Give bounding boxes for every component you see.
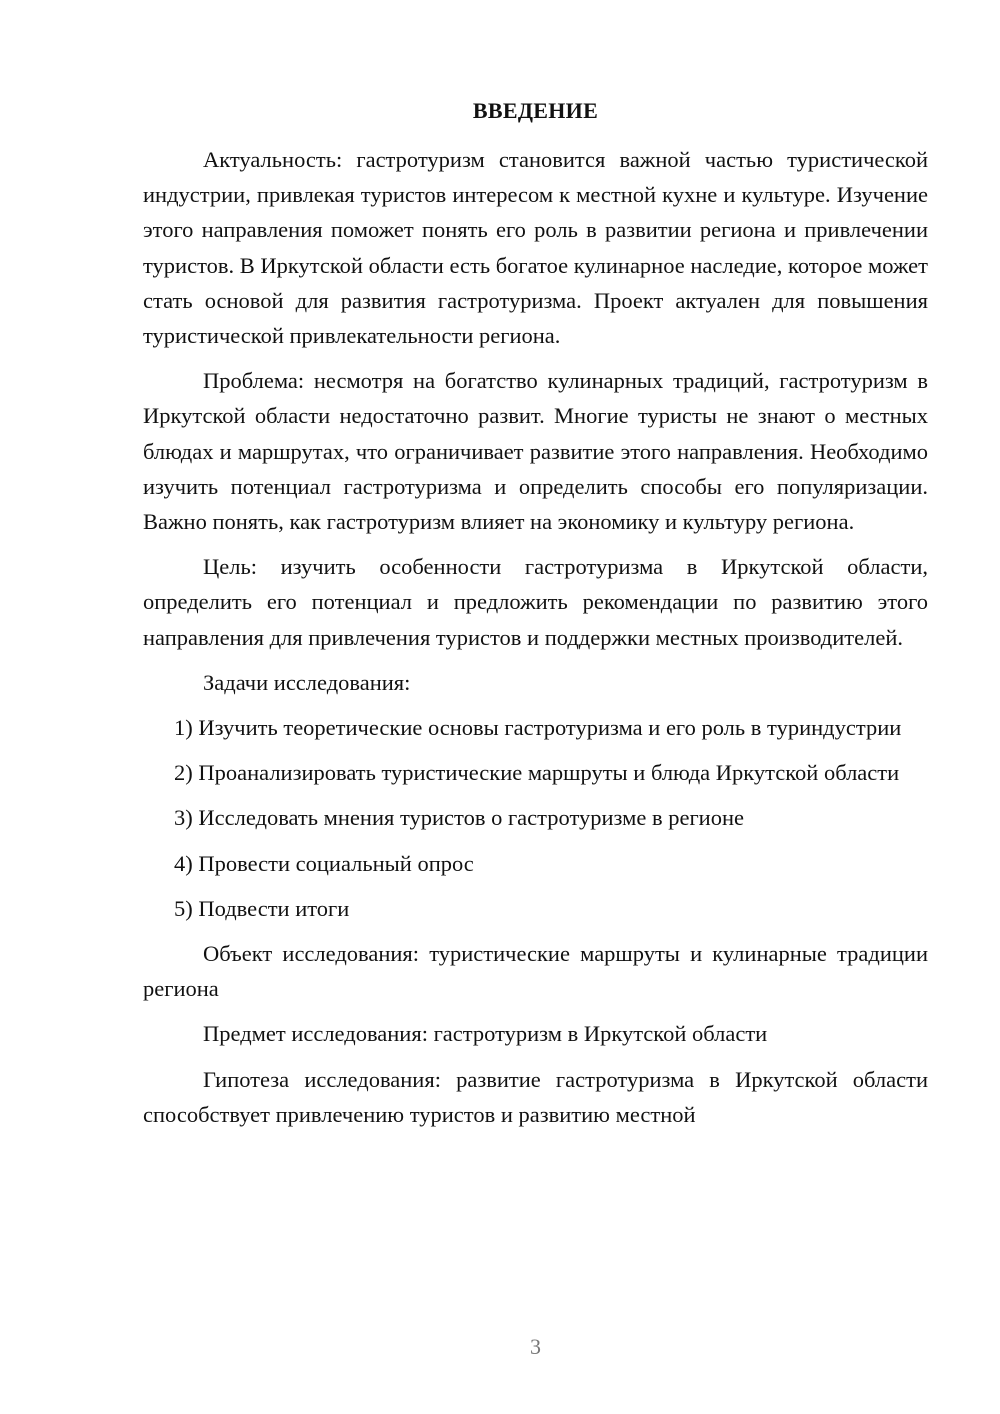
page-title: ВВЕДЕНИЕ	[472, 98, 599, 123]
paragraph-problem: Проблема: несмотря на богатство кулинарных традиций, гастротуризм в Иркутской области недостаточно развит. Многие туристы не знают о местных блюдах и маршрутах, что ограничивает развитие этого направления. Необходимо изучить потенциал гастротуризма и определить способы его популяризации. Важно понять, как гастротуризм влияет на экономику и культуру региона.	[143, 368, 928, 535]
list-item: 5) Подвести итоги	[174, 895, 350, 921]
list-item: 1) Изучить теоретические основы гастротуризма и его роль в туриндустрии	[174, 715, 902, 741]
list-item: 3) Исследовать мнения туристов о гастротуризме в регионе	[174, 805, 744, 831]
list-item: 2) Проанализировать туристические маршруты и блюда Иркутской области	[174, 760, 900, 786]
tasks-list	[143, 710, 928, 926]
list-item: 4) Провести социальный опрос	[174, 850, 474, 876]
paragraph-relevance: Актуальность: гастротуризм становится важной частью туристической индустрии, привлекая туристов интересом к местной кухне и культуре. Изучение этого направления поможет понять его роль в развитии региона и привлечении туристов. В Иркутской области есть богатое кулинарное наследие, которое может стать основой для развития гастротуризма. Проект актуален для повышения туристической привлекательности региона.	[143, 147, 928, 349]
paragraph-hypothesis: Гипотеза исследования: развитие гастротуризма в Иркутской области способствует привлечению туристов и развитию местной	[143, 1066, 928, 1127]
paragraph-subject: Предмет исследования: гастротуризм в Иркутской области	[203, 1021, 768, 1047]
paragraph-object: Объект исследования: туристические маршруты и кулинарные традиции региона	[143, 941, 928, 1002]
paragraph-tasks-title: Задачи исследования:	[203, 669, 411, 695]
paragraph-goal: Цель: изучить особенности гастротуризма в Иркутской области, определить его потенциал и предложить рекомендации по развитию этого направления для привлечения туристов и поддержки местных производителей.	[143, 554, 928, 650]
document-body	[143, 142, 928, 1142]
page-number: 3	[530, 1334, 541, 1359]
document-page	[143, 0, 928, 1414]
